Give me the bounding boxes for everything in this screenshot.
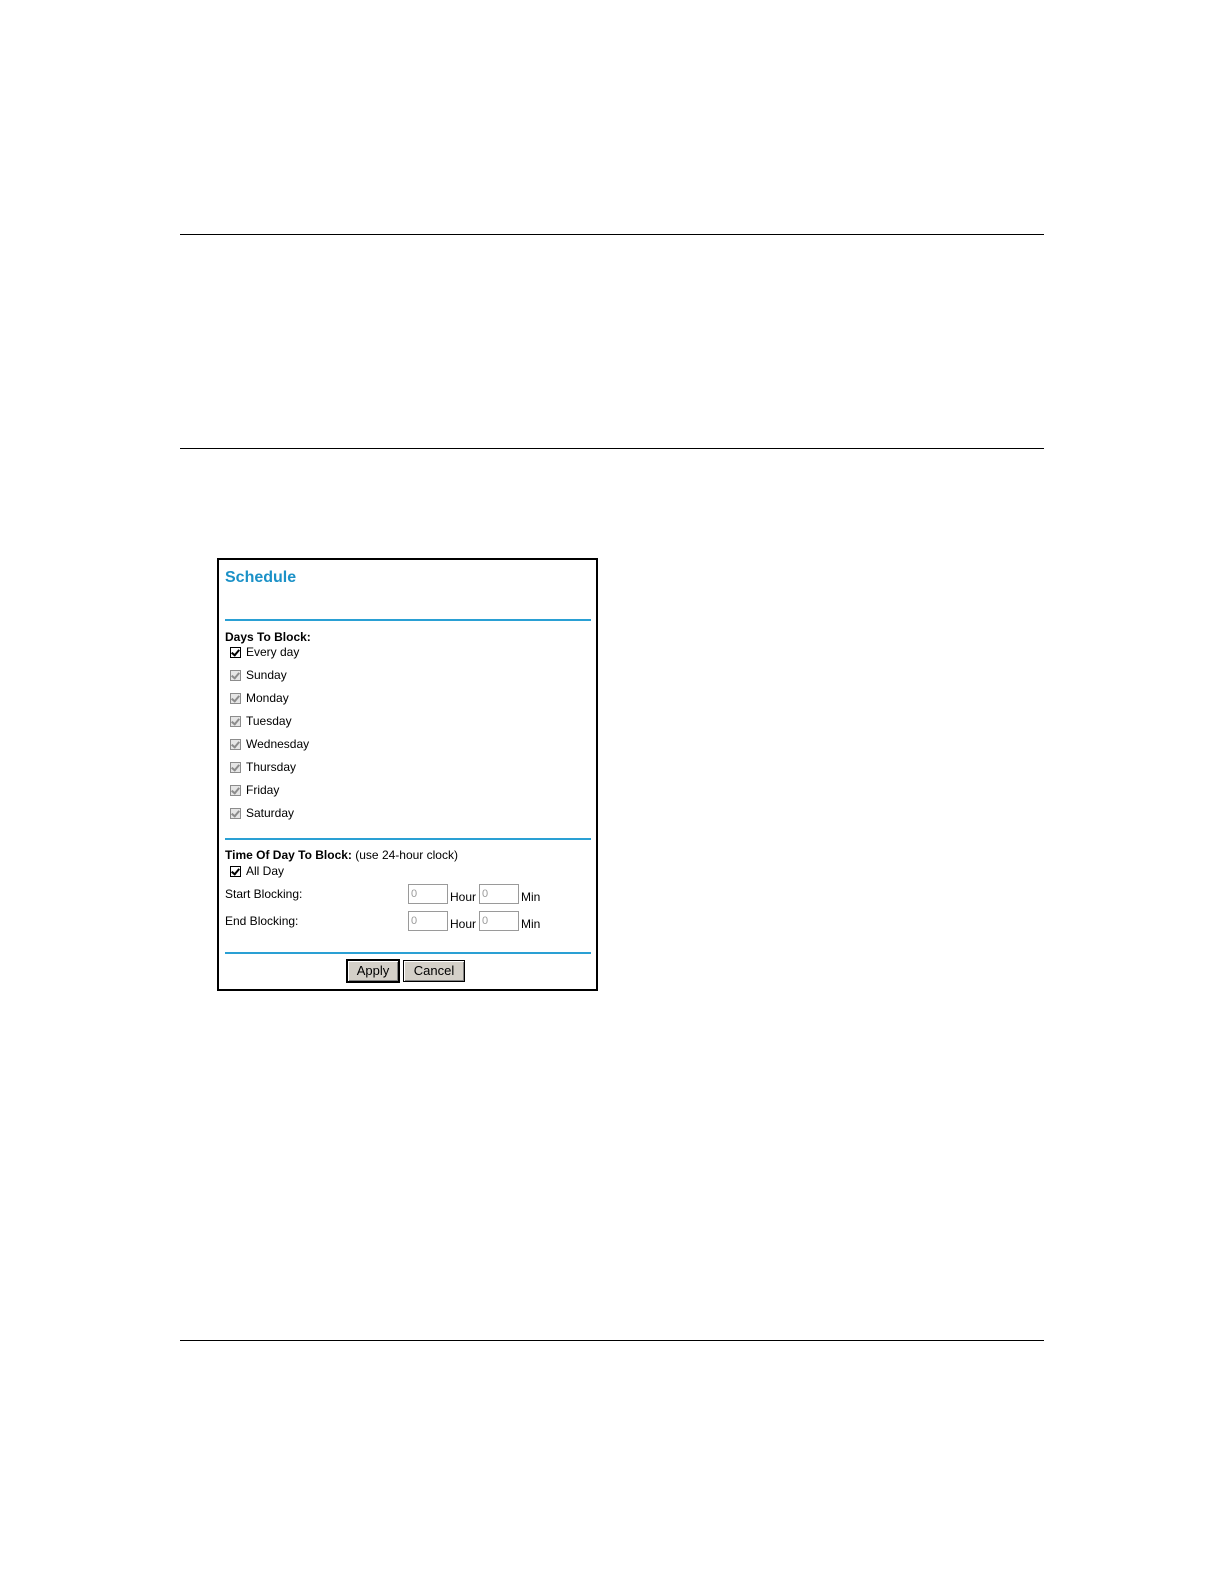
section-divider [225,619,591,621]
apply-button[interactable]: Apply [347,960,399,982]
checkbox-all-day[interactable] [230,866,241,877]
page-bottom-rule [180,1340,1044,1341]
section-divider [225,838,591,840]
time-of-day-label [225,848,458,862]
checkbox-friday-label: Friday [246,783,280,797]
checkbox-friday-row[interactable] [230,782,279,798]
start-blocking-row [225,884,591,906]
days-to-block-label: Days To Block: [225,630,311,644]
checkbox-thursday-label: Thursday [246,760,297,774]
start-hour-unit: Hour [450,890,477,904]
schedule-panel [217,558,598,991]
end-min-unit: Min [521,917,541,931]
start-min-unit: Min [521,890,541,904]
checkbox-thursday[interactable] [230,762,241,773]
checkbox-every-day-row[interactable] [230,644,299,660]
page-top-rule [180,234,1044,235]
panel-title: Schedule [225,569,297,586]
checkbox-monday-label: Monday [246,691,289,705]
checkbox-wednesday[interactable] [230,739,241,750]
time-of-day-label-text: Time Of Day To Block: [225,848,352,862]
checkbox-saturday[interactable] [230,808,241,819]
end-blocking-row [225,911,591,933]
checkbox-monday[interactable] [230,693,241,704]
checkbox-saturday-label: Saturday [246,806,295,820]
checkbox-every-day[interactable] [230,647,241,658]
checkbox-friday[interactable] [230,785,241,796]
checkbox-sunday-label: Sunday [246,668,287,682]
checkbox-sunday-row[interactable] [230,667,287,683]
start-blocking-label: Start Blocking: [225,887,303,901]
section-divider [225,952,591,954]
start-hour-input[interactable]: 0 [408,884,448,904]
checkbox-monday-row[interactable] [230,690,289,706]
end-blocking-label: End Blocking: [225,914,299,928]
checkbox-all-day-row[interactable] [230,863,284,879]
page-mid-rule [180,448,1044,449]
checkbox-saturday-row[interactable] [230,805,294,821]
checkbox-every-day-label: Every day [246,645,300,659]
checkbox-tuesday-row[interactable] [230,713,292,729]
checkbox-tuesday[interactable] [230,716,241,727]
end-hour-input[interactable]: 0 [408,911,448,931]
checkbox-sunday[interactable] [230,670,241,681]
checkbox-thursday-row[interactable] [230,759,296,775]
cancel-button[interactable]: Cancel [403,960,465,982]
checkbox-all-day-label: All Day [246,864,285,878]
time-of-day-note: (use 24-hour clock) [355,848,458,862]
checkbox-wednesday-label: Wednesday [246,737,310,751]
checkbox-wednesday-row[interactable] [230,736,309,752]
end-hour-unit: Hour [450,917,477,931]
start-min-input[interactable]: 0 [479,884,519,904]
end-min-input[interactable]: 0 [479,911,519,931]
checkbox-tuesday-label: Tuesday [246,714,292,728]
